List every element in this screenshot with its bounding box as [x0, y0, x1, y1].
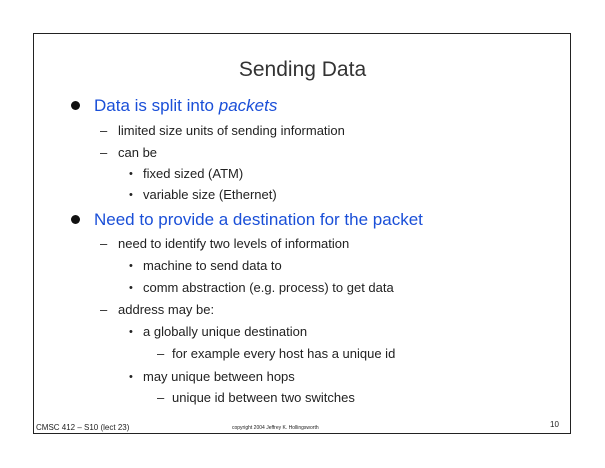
list-item-fixed-size: [129, 166, 244, 182]
footer-course: CMSC 412 – S10 (lect 23): [36, 423, 130, 432]
sub-item-limited-size: [100, 123, 345, 139]
list-item-comm-abstraction: [129, 280, 394, 296]
sub-item-text: limited size units of sending information: [118, 123, 345, 138]
small-bullet-marker: •: [129, 371, 133, 383]
list-item-globally-unique: [129, 324, 308, 340]
dash-marker: –: [100, 123, 108, 138]
sub-item-text: address may be:: [118, 302, 215, 317]
sub-item-can-be: [100, 145, 158, 161]
main-bullet-emphasis: packets: [218, 96, 278, 115]
list-item-text: variable size (Ethernet): [143, 187, 277, 202]
small-bullet-marker: •: [129, 260, 133, 272]
main-bullet-text: Need to provide a destination for the packet: [94, 210, 423, 229]
list-item-machine: [129, 258, 282, 274]
dash-marker: –: [157, 390, 165, 405]
bullet-dot-icon: [71, 101, 80, 110]
list-item-text: machine to send data to: [143, 258, 282, 273]
dash-marker: –: [100, 236, 108, 251]
bullet-dot-icon: [71, 215, 80, 224]
list-item-variable-size: [129, 187, 277, 203]
detail-item-text: unique id between two switches: [172, 390, 355, 405]
slide-title: Sending Data: [238, 58, 367, 81]
small-bullet-marker: •: [129, 168, 133, 180]
list-item-text: a globally unique destination: [143, 324, 308, 339]
detail-item-text: for example every host has a unique id: [172, 346, 396, 361]
main-bullet-packets: [94, 96, 277, 116]
sub-item-text: need to identify two levels of information: [118, 236, 350, 251]
sub-item-address: [100, 302, 215, 318]
list-item-between-hops: [129, 369, 295, 385]
list-item-text: may unique between hops: [143, 369, 295, 384]
small-bullet-marker: •: [129, 326, 133, 338]
dash-marker: –: [157, 346, 165, 361]
sub-item-text: can be: [118, 145, 158, 160]
list-item-text: fixed sized (ATM): [143, 166, 244, 181]
detail-item-switches: [157, 390, 355, 406]
detail-item-host-id: [157, 346, 396, 362]
sub-item-identify-levels: [100, 236, 350, 252]
main-bullet-destination: [94, 210, 423, 230]
list-item-text: comm abstraction (e.g. process) to get data: [143, 280, 394, 295]
small-bullet-marker: •: [129, 282, 133, 294]
slide-frame: [33, 33, 571, 434]
footer-copyright: copyright 2004 Jeffrey K. Hollingsworth: [232, 425, 319, 431]
page-number: 10: [550, 420, 559, 429]
main-bullet-text: Data is split into: [94, 96, 219, 115]
small-bullet-marker: •: [129, 189, 133, 201]
dash-marker: –: [100, 302, 108, 317]
dash-marker: –: [100, 145, 108, 160]
